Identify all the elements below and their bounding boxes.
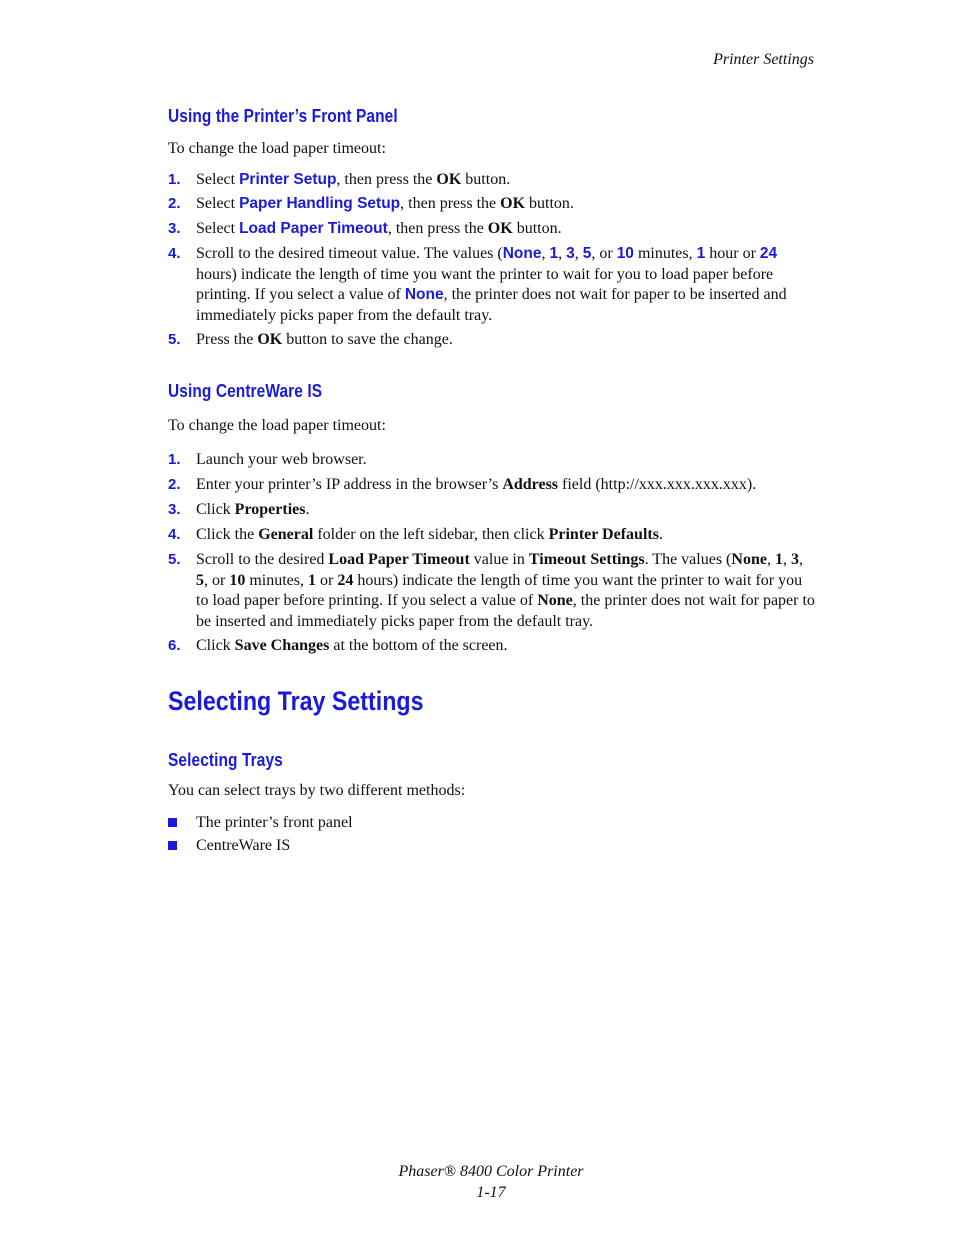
- running-header: Printer Settings: [713, 51, 814, 68]
- list-item: 3. Click Properties.: [168, 500, 818, 521]
- ui-term: Load Paper Timeout: [239, 220, 388, 237]
- step-number: 1.: [168, 171, 181, 188]
- list-item: 2. Enter your printer’s IP address in the browser’s Address field (http://xxx.xxx.xxx.xxx).: [168, 475, 818, 496]
- list-item: 4. Click the General folder on the left sidebar, then click Printer Defaults.: [168, 525, 818, 546]
- square-bullet-icon: [168, 818, 177, 827]
- heading-front-panel: Using the Printer’s Front Panel: [168, 106, 398, 126]
- intro-paragraph: To change the load paper timeout:: [168, 140, 386, 157]
- step-number: 2.: [168, 195, 181, 212]
- footer-page-number: 1-17: [476, 1184, 506, 1201]
- footer-product: Phaser® 8400 Color Printer: [398, 1163, 584, 1180]
- heading-selecting-tray-settings: Selecting Tray Settings: [168, 686, 424, 716]
- list-item: 2. Select Paper Handling Setup, then press the OK button.: [168, 194, 818, 215]
- intro-paragraph: You can select trays by two different methods:: [168, 782, 466, 799]
- step-number: 1.: [168, 451, 181, 468]
- ui-term: Printer Setup: [239, 171, 337, 188]
- list-item: 3. Select Load Paper Timeout, then press the OK button.: [168, 219, 818, 240]
- step-number: 2.: [168, 476, 181, 493]
- ui-term: Paper Handling Setup: [239, 195, 401, 212]
- step-number: 6.: [168, 637, 181, 654]
- list-item: 1. Launch your web browser.: [168, 450, 818, 471]
- list-item: 5. Scroll to the desired Load Paper Timeout value in Timeout Settings. The values (None, 1, 3, 5, or 10 minutes, 1 or 24 hours) indicate the length of time you want the printer to wait for you to load paper before printing. If you select a value of None, the printer does not wait for paper to be inserted and immediately picks paper from the default tray.: [168, 551, 815, 630]
- bullet-item: CentreWare IS: [168, 836, 818, 857]
- list-item: 5. Press the OK button to save the change.: [168, 330, 818, 351]
- square-bullet-icon: [168, 841, 177, 850]
- list-item: 1. Select Printer Setup, then press the OK button.: [168, 170, 818, 191]
- step-number: 4.: [168, 526, 181, 543]
- list-item: 6. Click Save Changes at the bottom of the screen.: [168, 636, 818, 657]
- intro-paragraph: To change the load paper timeout:: [168, 417, 386, 434]
- step-number: 5.: [168, 551, 181, 568]
- step-number: 3.: [168, 501, 181, 518]
- heading-centreware: Using CentreWare IS: [168, 381, 323, 401]
- step-number: 3.: [168, 220, 181, 237]
- heading-selecting-trays: Selecting Trays: [168, 750, 283, 770]
- step-number: 4.: [168, 245, 181, 262]
- bullet-item: The printer’s front panel: [168, 813, 818, 834]
- list-item: 4. Scroll to the desired timeout value. The values (None, 1, 3, 5, or 10 minutes, 1 hour or 24 hours) indicate the length of time you want the printer to wait for you to load paper before printing. If you select a value of None, the printer does not wait for paper to be inserted and immediately picks paper from the default tray.: [168, 245, 787, 324]
- step-number: 5.: [168, 331, 181, 348]
